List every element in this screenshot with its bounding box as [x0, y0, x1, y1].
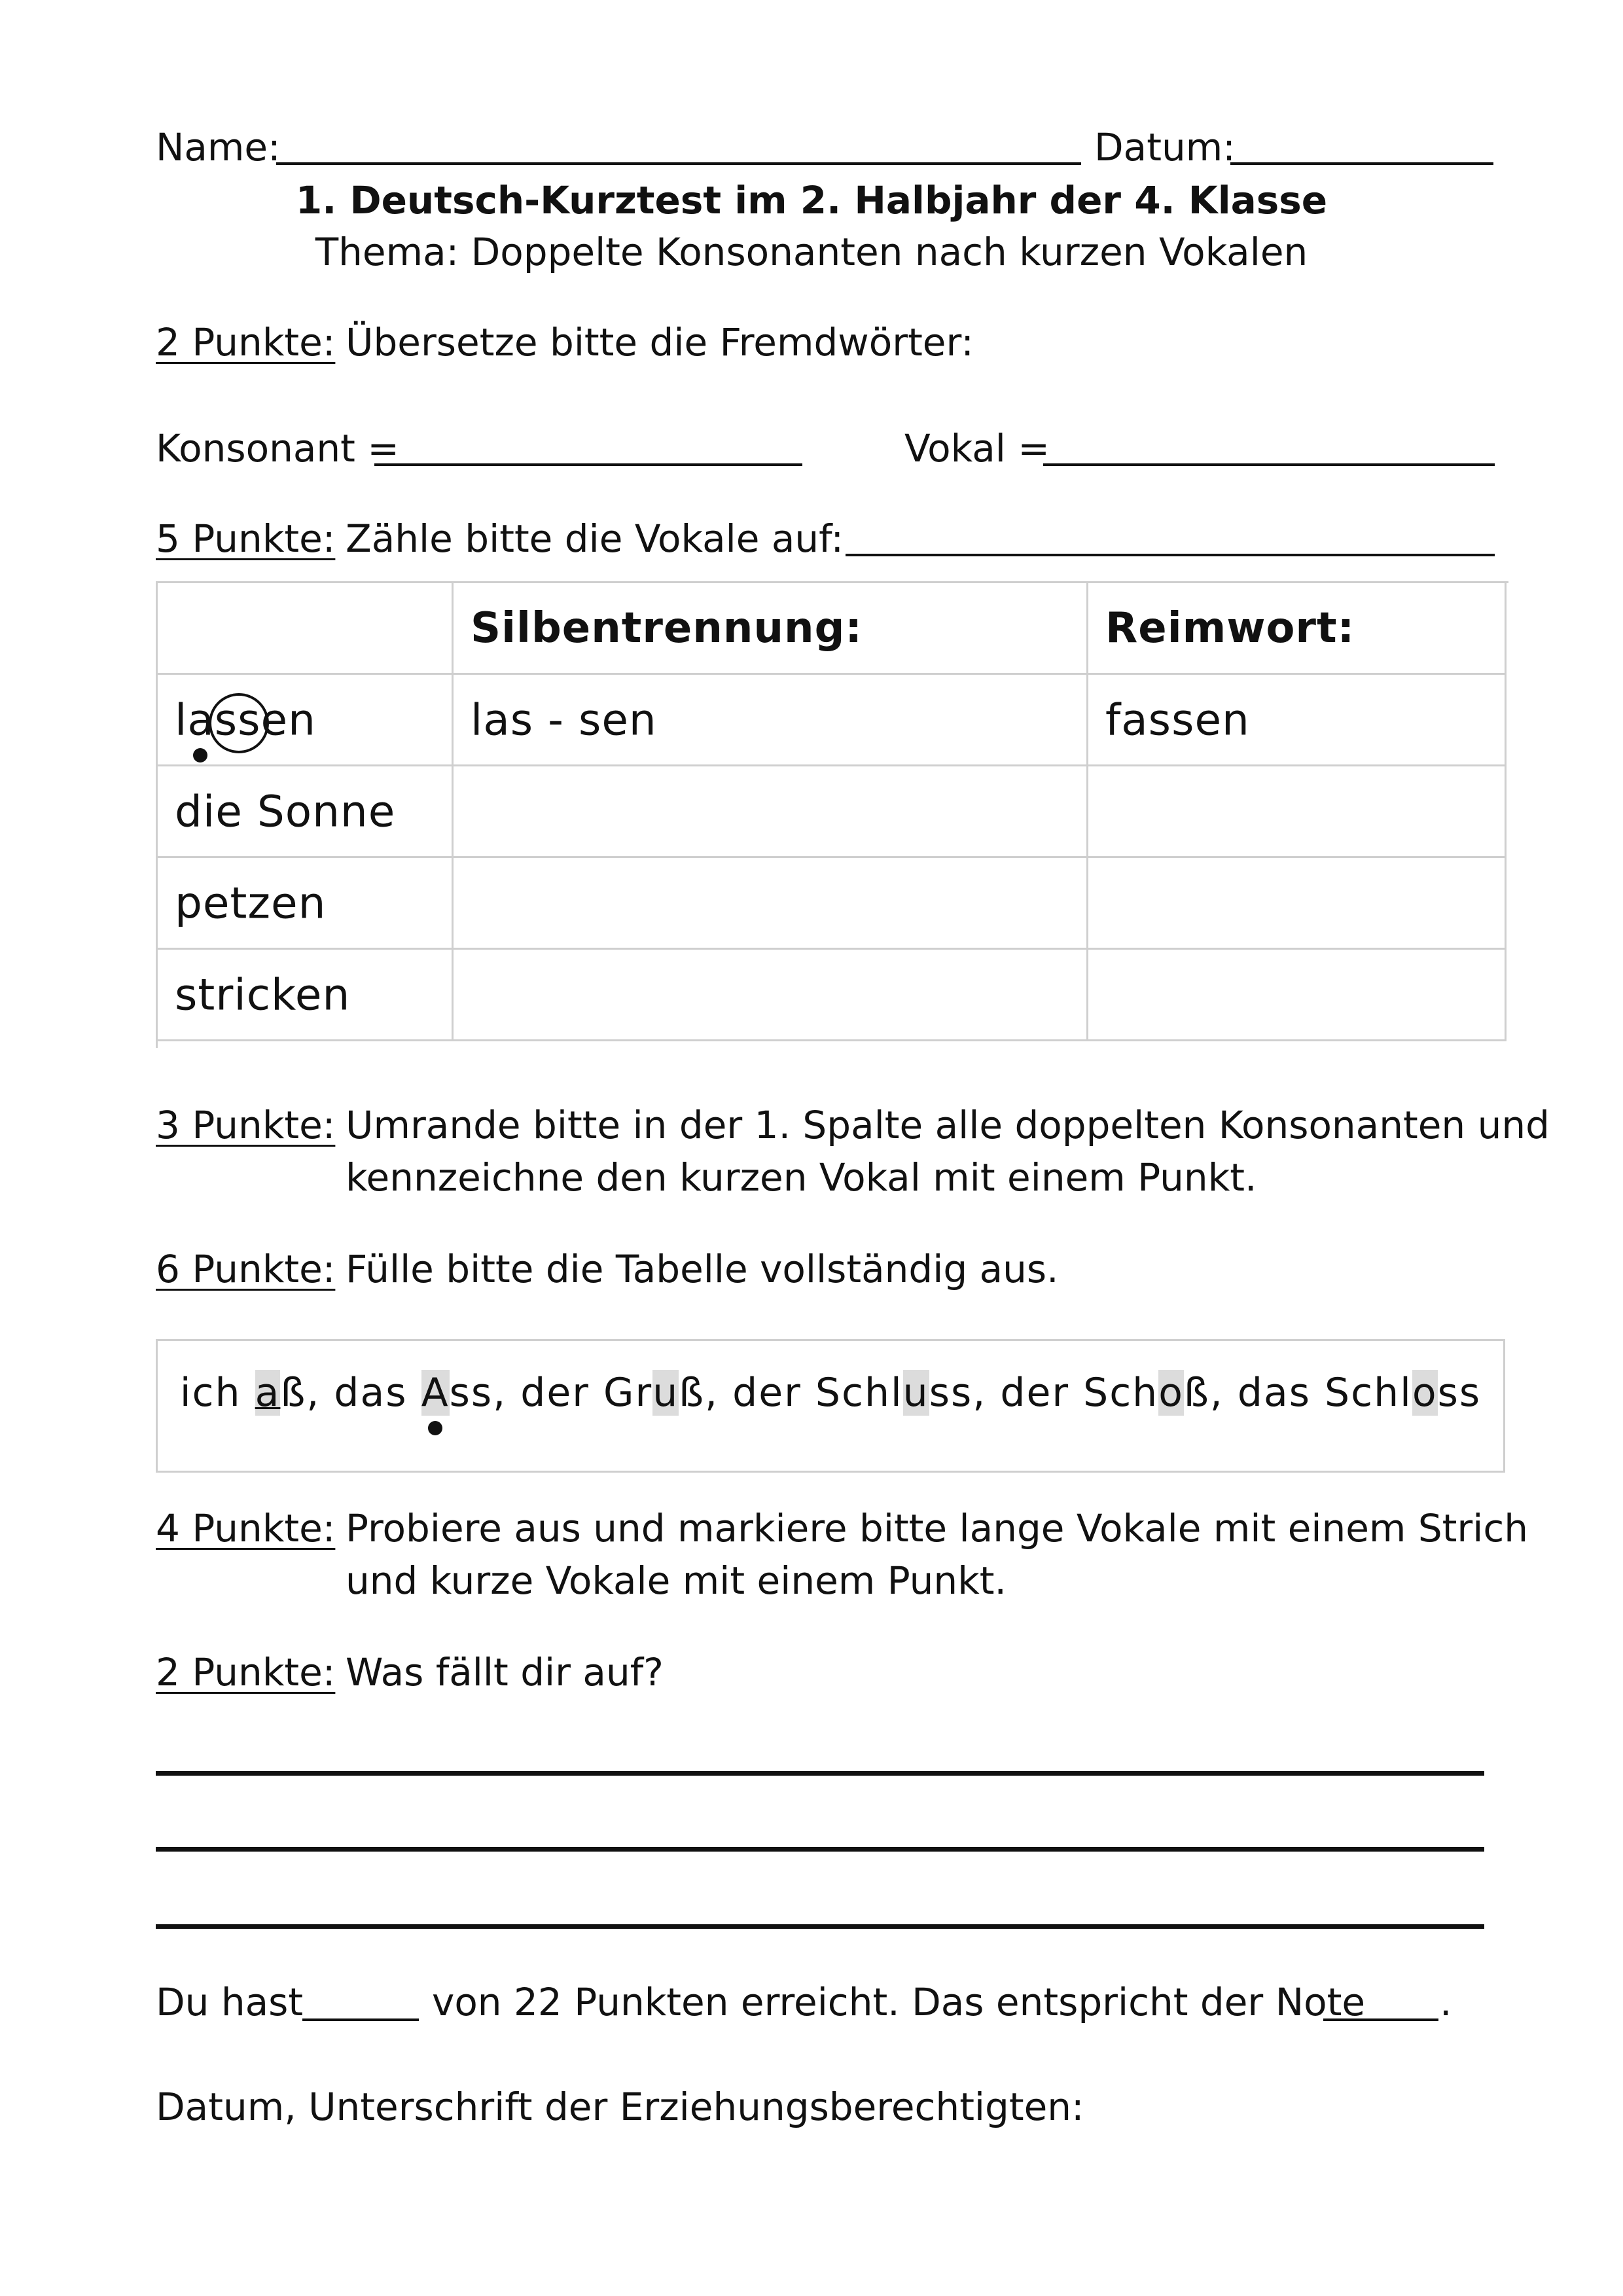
short-vowel-dot-icon [428, 1421, 442, 1435]
word-lassen: lassen [175, 694, 316, 745]
table-cell-rhyme[interactable] [1088, 766, 1507, 858]
task6-instruction: Was fällt dir auf? [346, 1650, 664, 1695]
table-cell-syllables[interactable]: las - sen [454, 675, 1088, 766]
task5-line2: und kurze Vokale mit einem Punkt. [346, 1558, 1007, 1603]
task5-line1: Probiere aus und markiere bitte lange Vokale mit einem Strich [346, 1506, 1529, 1551]
short-vowel-dot-icon [193, 748, 207, 762]
grade-line[interactable] [1323, 2018, 1438, 2021]
table-header-empty [158, 583, 454, 675]
table-cell-rhyme[interactable] [1088, 950, 1507, 1041]
task5-points: 4 Punkte: [156, 1506, 336, 1551]
score-text-b: von 22 Punkten erreicht. Das entspricht der Note [432, 1980, 1366, 2024]
task4-instruction: Fülle bitte die Tabelle vollständig aus. [346, 1247, 1059, 1291]
table-header-syllables [454, 583, 1088, 675]
task2-instruction: Zähle bitte die Vokale auf: [346, 516, 844, 561]
word-list-box [156, 1339, 1505, 1473]
answer-line-2[interactable] [156, 1847, 1484, 1852]
table-cell-syllables[interactable] [454, 950, 1088, 1041]
date-field-line[interactable] [1230, 162, 1493, 165]
score-text-c: . [1440, 1980, 1452, 2024]
signature-label: Datum, Unterschrift der Erziehungsberechtigten: [156, 2085, 1084, 2129]
table-cell-rhyme[interactable] [1088, 858, 1507, 950]
task3-points: 3 Punkte: [156, 1103, 336, 1147]
page-title: 1. Deutsch-Kurztest im 2. Halbjahr der 4. Klasse [295, 178, 1328, 223]
score-text-a: Du hast [156, 1980, 304, 2024]
vokale-answer-line[interactable] [846, 554, 1495, 556]
vokal-label: Vokal = [904, 426, 1050, 471]
task4-points: 6 Punkte: [156, 1247, 336, 1291]
answer-line-3[interactable] [156, 1924, 1484, 1929]
table-row-word [158, 675, 454, 766]
task6-points: 2 Punkte: [156, 1650, 336, 1695]
table-cell-syllables[interactable] [454, 858, 1088, 950]
page-subtitle: Thema: Doppelte Konsonanten nach kurzen Vokalen [315, 230, 1308, 274]
syllable-table [156, 581, 1508, 1048]
task1-instruction: Übersetze bitte die Fremdwörter: [346, 320, 974, 365]
double-consonant-circle-icon [209, 693, 269, 753]
answer-line-1[interactable] [156, 1771, 1484, 1776]
short-vowel-mark: A [421, 1370, 450, 1416]
vokal-answer-line[interactable] [1043, 463, 1495, 466]
table-cell-syllables[interactable] [454, 766, 1088, 858]
table-cell-rhyme[interactable]: fassen [1088, 675, 1507, 766]
task3-line1: Umrande bitte in der 1. Spalte alle doppelten Konsonanten und [346, 1103, 1550, 1147]
konsonant-answer-line[interactable] [374, 463, 802, 466]
name-field-line[interactable] [276, 162, 1081, 165]
long-vowel-mark: a [255, 1370, 281, 1416]
word-list: ich aß, das A ss, der Gruß, der Schluss, der Schoß, das Schloss [158, 1370, 1503, 1416]
date-label: Datum: [1094, 125, 1236, 170]
name-label: Name: [156, 125, 281, 170]
table-row-word: stricken [158, 950, 454, 1041]
table-row-word: petzen [158, 858, 454, 950]
konsonant-label: Konsonant = [156, 426, 399, 471]
table-header-rhyme [1088, 583, 1507, 675]
header-syllables-text: Silbentrennung: [471, 603, 863, 653]
table-row-word: die Sonne [158, 766, 454, 858]
task1-points: 2 Punkte: [156, 320, 336, 365]
header-rhyme-text: Reimwort: [1105, 603, 1355, 653]
task2-points: 5 Punkte: [156, 516, 336, 561]
task3-line2: kennzeichne den kurzen Vokal mit einem Punkt. [346, 1155, 1257, 1200]
score-points-line[interactable] [302, 2018, 419, 2021]
